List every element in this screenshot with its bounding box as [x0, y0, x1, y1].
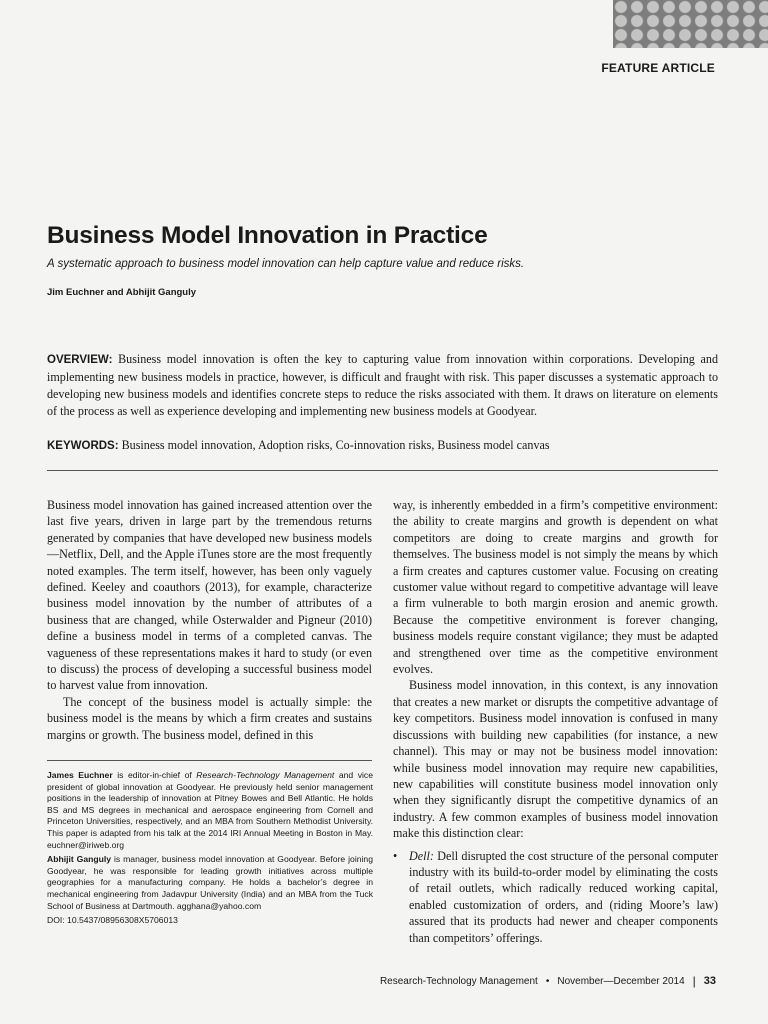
body-paragraph: Business model innovation, in this context, is any innovation that creates a new market or disrupts the competitive advantage of key competitors. Business model innovation is confused in many discussions with building new capabilities (for instance, a new channel). This may or may not be business model innovation: while business model innovation may require new capabilities, new capabilities will constitute business model innovation only when they significantly disrupt the competitive dynamics of an industry. A few common examples of business model innovation make this distinction clear:: [393, 678, 718, 841]
section-divider: [47, 470, 718, 471]
keywords-text: Business model innovation, Adoption risks, Co-innovation risks, Business model canvas: [121, 438, 550, 452]
section-label: FEATURE ARTICLE: [601, 61, 715, 75]
overview-block: [47, 351, 718, 420]
page-footer: [380, 974, 716, 988]
doi: DOI: 10.5437/08956308X5706013: [47, 915, 178, 926]
article-subtitle: A systematic approach to business model innovation can help capture value and reduce risks.: [47, 258, 525, 270]
author-bio-name: James Euchner: [47, 770, 113, 780]
overview-text: Business model innovation is often the key to capturing value from innovation within corporations. Developing and implementing new business models in practice, however, is difficult and fraught with risk. This paper discusses a systematic approach to developing new business models and identifies concrete steps to reduce the risks associated with them. It draws on literature on elements of the process as well as experience developing and implementing new business models at Goodyear.: [47, 352, 718, 418]
body-column-right: [393, 497, 718, 946]
overview-label: OVERVIEW:: [47, 354, 113, 366]
body-column-left: [47, 497, 372, 743]
honeycomb-pattern: [613, 0, 768, 48]
author-bio-name: Abhijit Ganguly: [47, 854, 112, 865]
page-number: 33: [703, 975, 716, 987]
author-bio-text: is manager, business model innovation at Goodyear. Before joining Goodyear, he was responsible for leading growth initiatives across multiple geographies for a manufacturing company. He holds a bachelor’s degree in mechanical engineering from Jadavpur University (India) and an MBA from the Tuck School of Business at Dartmouth. agghana@yahoo.com: [47, 854, 373, 911]
article-authors: Jim Euchner and Abhijit Ganguly: [47, 287, 197, 298]
bullet-text: Dell disrupted the cost structure of the personal computer industry with its build-to-order model by eliminating the costs of retail outlets, which radically reduced working capital, enabled customization of orders, and (riding Moore’s law) assured that its products had newer and cheaper components than competitors’ offerings.: [409, 848, 719, 945]
notes-divider: [47, 760, 372, 761]
footer-journal: Research-Technology Management: [379, 975, 538, 987]
keywords-label: KEYWORDS:: [47, 440, 119, 452]
footer-separator: |: [692, 974, 696, 988]
body-paragraph: way, is inherently embedded in a firm’s competitive environment: the ability to create margins and growth is dependent on what competitors are doing to create margins and growth for themselves. The business model is not simply the means by which a firm creates and captures customer value. Focusing on creating customer value without regard to competitive advantage will leave a firm vulnerable to both margin erosion and anemic growth. Because the competitive environment is forever changing, business models require constant vigilance; they must be adapted and strengthened over time as the competitive environment evolves.: [393, 498, 718, 677]
keywords-block: [47, 437, 718, 455]
bullet-label: Dell:: [409, 848, 434, 863]
example-list: [393, 848, 718, 946]
author-bio-text: and vice president of global innovation at Goodyear. He previously held senior management positions in the leadership of innovation at Pitney Bowes and Bell Atlantic. He holds BS and MS degrees in mechanical and aerospace engineering from Cornell and Princeton Universities, respectively, and an MBA from Southern Methodist University. This paper is adapted from his talk at the 2014 IRI Annual Meeting in Boston in May. euchner@iriweb.org: [47, 770, 373, 850]
body-paragraph: The concept of the business model is actually simple: the business model is the means by which a firm creates and sustains margins or growth. The business model, defined in this: [47, 694, 372, 742]
author-bio-1: [47, 770, 373, 851]
footer-bullet: •: [545, 975, 550, 987]
journal-name: Research-Technology Management: [196, 770, 335, 780]
author-notes: [47, 770, 373, 930]
footer-issue: November—December 2014: [557, 975, 685, 987]
author-bio-text: is editor-in-chief of: [117, 770, 192, 780]
body-paragraph: Business model innovation has gained increased attention over the last five years, driven in large part by the tremendous returns generated by companies that have developed new business models—Netflix, Dell, and the Apple iTunes store are the most frequently noted examples. The term itself, however, has been only vaguely defined. Keeley and coauthors (2013), for example, characterize business model innovation by the number of attributes of a business that are changed, while Osterwalder and Pigneur (2010) define a business model in terms of a completed canvas. The vagueness of these representations makes it hard to study (or even to discuss) the process of developing a successful business model to harvest value from innovation.: [47, 498, 372, 693]
article-title: Business Model Innovation in Practice: [47, 222, 488, 249]
list-item: [409, 848, 718, 946]
author-bio-2: [47, 854, 373, 912]
